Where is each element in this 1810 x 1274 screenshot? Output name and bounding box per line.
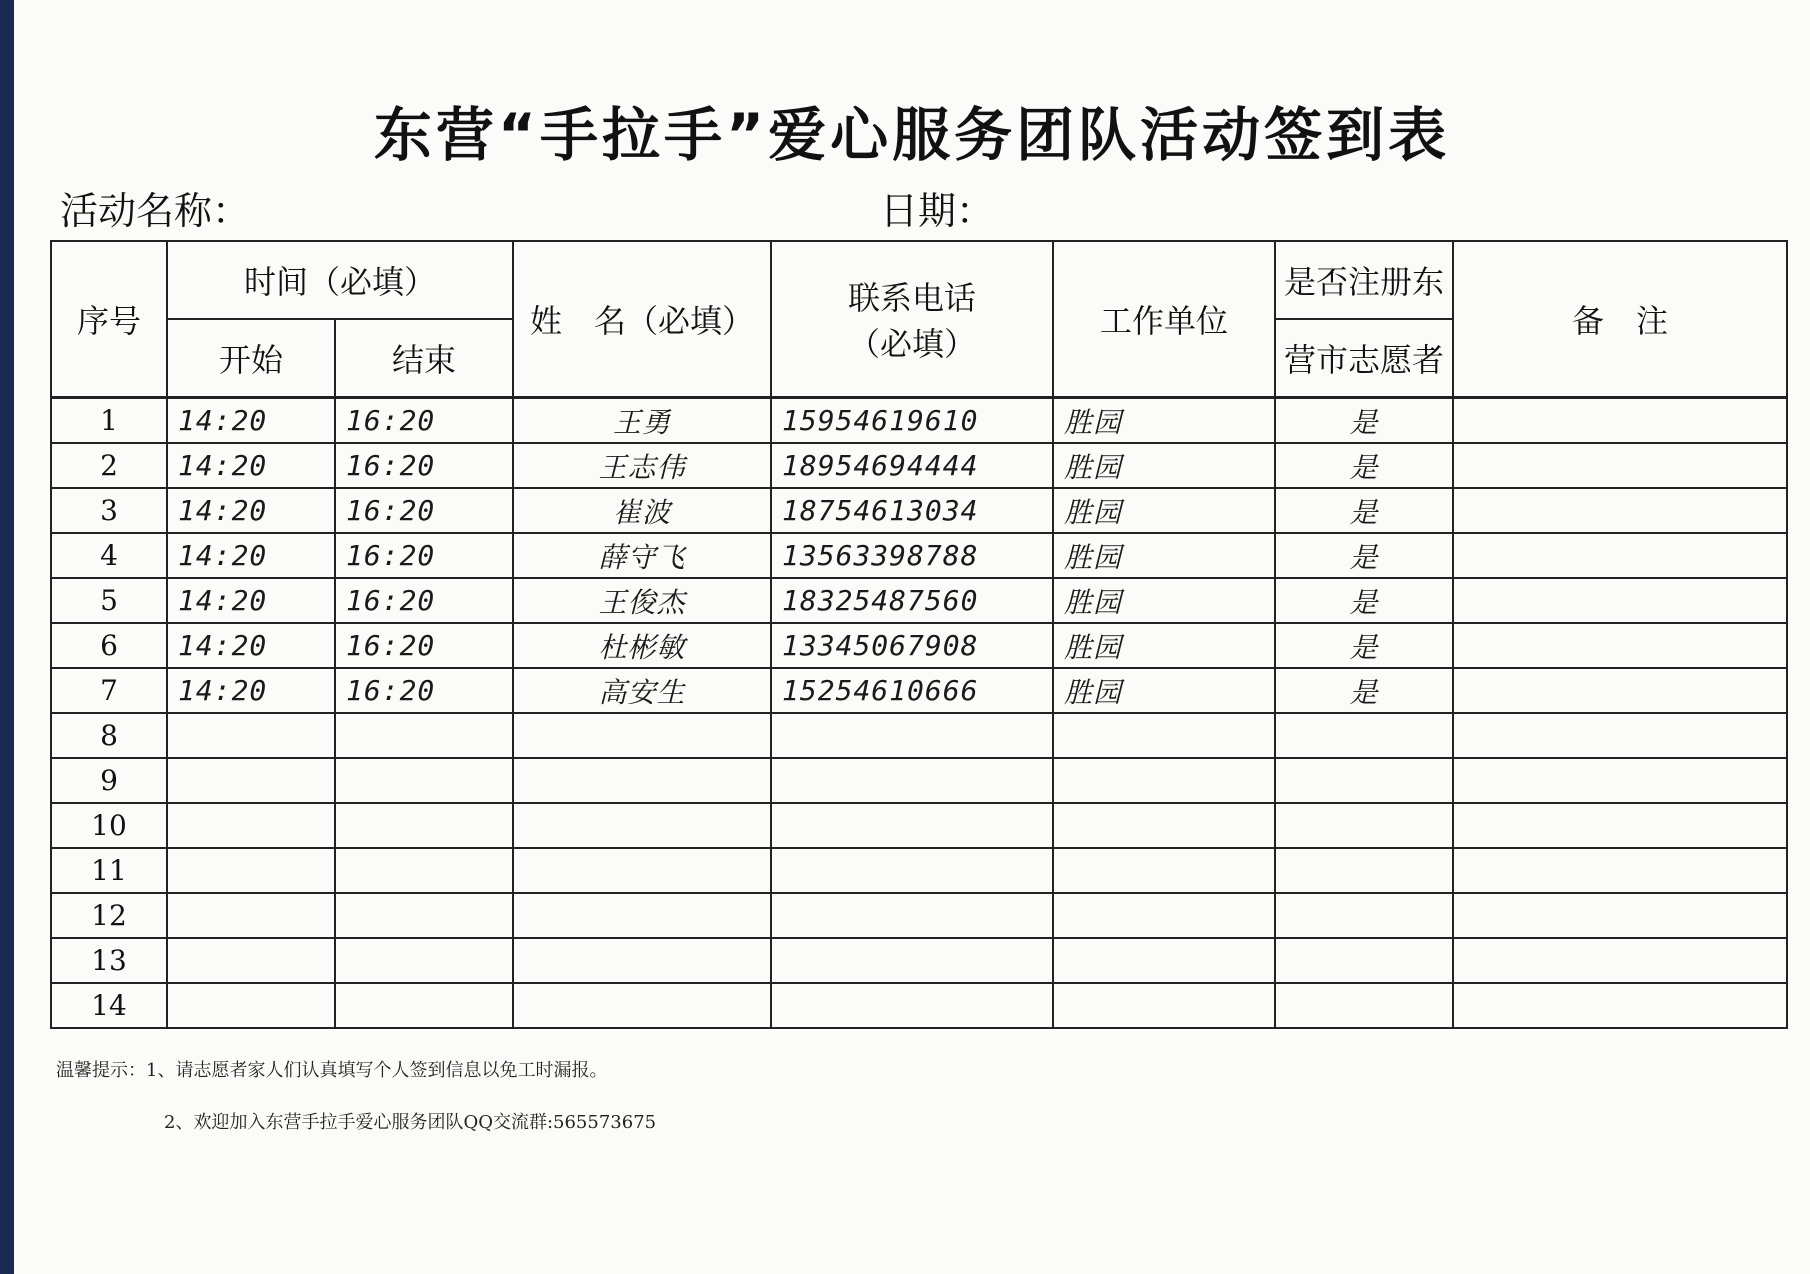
row-index: 3 — [51, 488, 167, 533]
table-row — [51, 848, 1787, 893]
header-work-unit: 工作单位 — [1053, 241, 1275, 398]
work-unit-cell: 胜园 — [1053, 668, 1275, 713]
name-cell: 崔波 — [513, 488, 771, 533]
registered-cell: 是 — [1275, 488, 1453, 533]
name-cell: 高安生 — [513, 668, 771, 713]
header-name: 姓 名（必填） — [513, 241, 771, 398]
phone-cell: 15254610666 — [771, 668, 1053, 713]
start-time-cell: 14:20 — [167, 668, 335, 713]
phone-cell — [771, 848, 1053, 893]
header-phone-line1: 联系电话 — [848, 279, 977, 317]
row-index: 2 — [51, 443, 167, 488]
end-time-cell: 16:20 — [335, 578, 513, 623]
row-index: 4 — [51, 533, 167, 578]
work-unit-cell: 胜园 — [1053, 533, 1275, 578]
start-time-cell — [167, 713, 335, 758]
header-end: 结束 — [335, 319, 513, 398]
end-time-cell — [335, 983, 513, 1028]
table-row — [51, 488, 1787, 533]
header-index: 序号 — [51, 241, 167, 398]
remarks-cell — [1453, 443, 1787, 488]
sign-in-sheet-paper — [14, 0, 1810, 1274]
table-row — [51, 803, 1787, 848]
table-row — [51, 623, 1787, 668]
row-index: 5 — [51, 578, 167, 623]
remarks-cell — [1453, 533, 1787, 578]
end-time-cell: 16:20 — [335, 623, 513, 668]
start-time-cell — [167, 848, 335, 893]
header-phone — [771, 241, 1053, 398]
registered-cell: 是 — [1275, 443, 1453, 488]
header-phone-line2: （必填） — [848, 325, 977, 363]
date-label: 日期： — [880, 189, 995, 233]
start-time-cell — [167, 938, 335, 983]
phone-cell — [771, 938, 1053, 983]
work-unit-cell — [1053, 713, 1275, 758]
row-index: 12 — [51, 893, 167, 938]
work-unit-cell: 胜园 — [1053, 443, 1275, 488]
notice-line-1: 温馨提示：1、请志愿者家人们认真填写个人签到信息以免工时漏报。 — [56, 1060, 608, 1081]
end-time-cell — [335, 803, 513, 848]
header-registered-line1: 是否注册东 — [1275, 241, 1453, 319]
phone-cell — [771, 893, 1053, 938]
end-time-cell: 16:20 — [335, 398, 513, 444]
end-time-cell: 16:20 — [335, 668, 513, 713]
table-row — [51, 578, 1787, 623]
start-time-cell: 14:20 — [167, 443, 335, 488]
remarks-cell — [1453, 848, 1787, 893]
phone-cell — [771, 758, 1053, 803]
end-time-cell — [335, 893, 513, 938]
work-unit-cell — [1053, 758, 1275, 803]
table-header — [51, 241, 1787, 398]
name-cell — [513, 848, 771, 893]
phone-cell — [771, 983, 1053, 1028]
header-start: 开始 — [167, 319, 335, 398]
table-row — [51, 533, 1787, 578]
remarks-cell — [1453, 398, 1787, 444]
row-index: 11 — [51, 848, 167, 893]
activity-name-label: 活动名称： — [60, 189, 251, 233]
table-row — [51, 398, 1787, 444]
row-index: 10 — [51, 803, 167, 848]
work-unit-cell — [1053, 848, 1275, 893]
table-row — [51, 758, 1787, 803]
work-unit-cell: 胜园 — [1053, 398, 1275, 444]
phone-cell — [771, 803, 1053, 848]
start-time-cell — [167, 803, 335, 848]
registered-cell — [1275, 713, 1453, 758]
phone-cell: 18754613034 — [771, 488, 1053, 533]
remarks-cell — [1453, 938, 1787, 983]
name-cell: 薛守飞 — [513, 533, 771, 578]
phone-cell — [771, 713, 1053, 758]
remarks-cell — [1453, 713, 1787, 758]
end-time-cell: 16:20 — [335, 443, 513, 488]
registered-cell: 是 — [1275, 578, 1453, 623]
registered-cell: 是 — [1275, 623, 1453, 668]
registered-cell: 是 — [1275, 668, 1453, 713]
name-cell: 王俊杰 — [513, 578, 771, 623]
start-time-cell: 14:20 — [167, 488, 335, 533]
sign-in-table — [50, 240, 1788, 1029]
work-unit-cell — [1053, 938, 1275, 983]
start-time-cell: 14:20 — [167, 533, 335, 578]
remarks-cell — [1453, 668, 1787, 713]
registered-cell — [1275, 758, 1453, 803]
phone-cell: 15954619610 — [771, 398, 1053, 444]
table-row — [51, 983, 1787, 1028]
registered-cell: 是 — [1275, 398, 1453, 444]
start-time-cell — [167, 983, 335, 1028]
work-unit-cell: 胜园 — [1053, 623, 1275, 668]
end-time-cell: 16:20 — [335, 533, 513, 578]
work-unit-cell: 胜园 — [1053, 578, 1275, 623]
start-time-cell: 14:20 — [167, 578, 335, 623]
row-index: 9 — [51, 758, 167, 803]
sheet-title: 东营“手拉手”爱心服务团队活动签到表 — [373, 101, 1451, 169]
phone-cell: 13345067908 — [771, 623, 1053, 668]
header-time: 时间（必填） — [167, 241, 513, 319]
name-cell: 杜彬敏 — [513, 623, 771, 668]
start-time-cell — [167, 893, 335, 938]
table-row — [51, 893, 1787, 938]
registered-cell — [1275, 983, 1453, 1028]
work-unit-cell — [1053, 893, 1275, 938]
header-remarks: 备 注 — [1453, 241, 1787, 398]
name-cell — [513, 713, 771, 758]
work-unit-cell: 胜园 — [1053, 488, 1275, 533]
registered-cell — [1275, 848, 1453, 893]
end-time-cell — [335, 713, 513, 758]
registered-cell: 是 — [1275, 533, 1453, 578]
end-time-cell — [335, 848, 513, 893]
name-cell — [513, 938, 771, 983]
remarks-cell — [1453, 488, 1787, 533]
table-row — [51, 713, 1787, 758]
remarks-cell — [1453, 623, 1787, 668]
end-time-cell — [335, 938, 513, 983]
end-time-cell: 16:20 — [335, 488, 513, 533]
row-index: 14 — [51, 983, 167, 1028]
row-index: 7 — [51, 668, 167, 713]
table-row — [51, 938, 1787, 983]
remarks-cell — [1453, 983, 1787, 1028]
remarks-cell — [1453, 758, 1787, 803]
table-row — [51, 668, 1787, 713]
name-cell: 王志伟 — [513, 443, 771, 488]
registered-cell — [1275, 893, 1453, 938]
row-index: 1 — [51, 398, 167, 444]
name-cell — [513, 893, 771, 938]
row-index: 8 — [51, 713, 167, 758]
remarks-cell — [1453, 893, 1787, 938]
remarks-cell — [1453, 803, 1787, 848]
notice-line-2: 2、欢迎加入东营手拉手爱心服务团队QQ交流群:565573675 — [164, 1112, 657, 1133]
end-time-cell — [335, 758, 513, 803]
table-body — [51, 398, 1787, 1029]
remarks-cell — [1453, 578, 1787, 623]
header-registered-line2: 营市志愿者 — [1275, 319, 1453, 398]
name-cell: 王勇 — [513, 398, 771, 444]
name-cell — [513, 758, 771, 803]
phone-cell: 13563398788 — [771, 533, 1053, 578]
work-unit-cell — [1053, 983, 1275, 1028]
row-index: 13 — [51, 938, 167, 983]
table-row — [51, 443, 1787, 488]
name-cell — [513, 803, 771, 848]
registered-cell — [1275, 938, 1453, 983]
start-time-cell: 14:20 — [167, 623, 335, 668]
start-time-cell: 14:20 — [167, 398, 335, 444]
registered-cell — [1275, 803, 1453, 848]
phone-cell: 18325487560 — [771, 578, 1053, 623]
start-time-cell — [167, 758, 335, 803]
work-unit-cell — [1053, 803, 1275, 848]
phone-cell: 18954694444 — [771, 443, 1053, 488]
row-index: 6 — [51, 623, 167, 668]
name-cell — [513, 983, 771, 1028]
